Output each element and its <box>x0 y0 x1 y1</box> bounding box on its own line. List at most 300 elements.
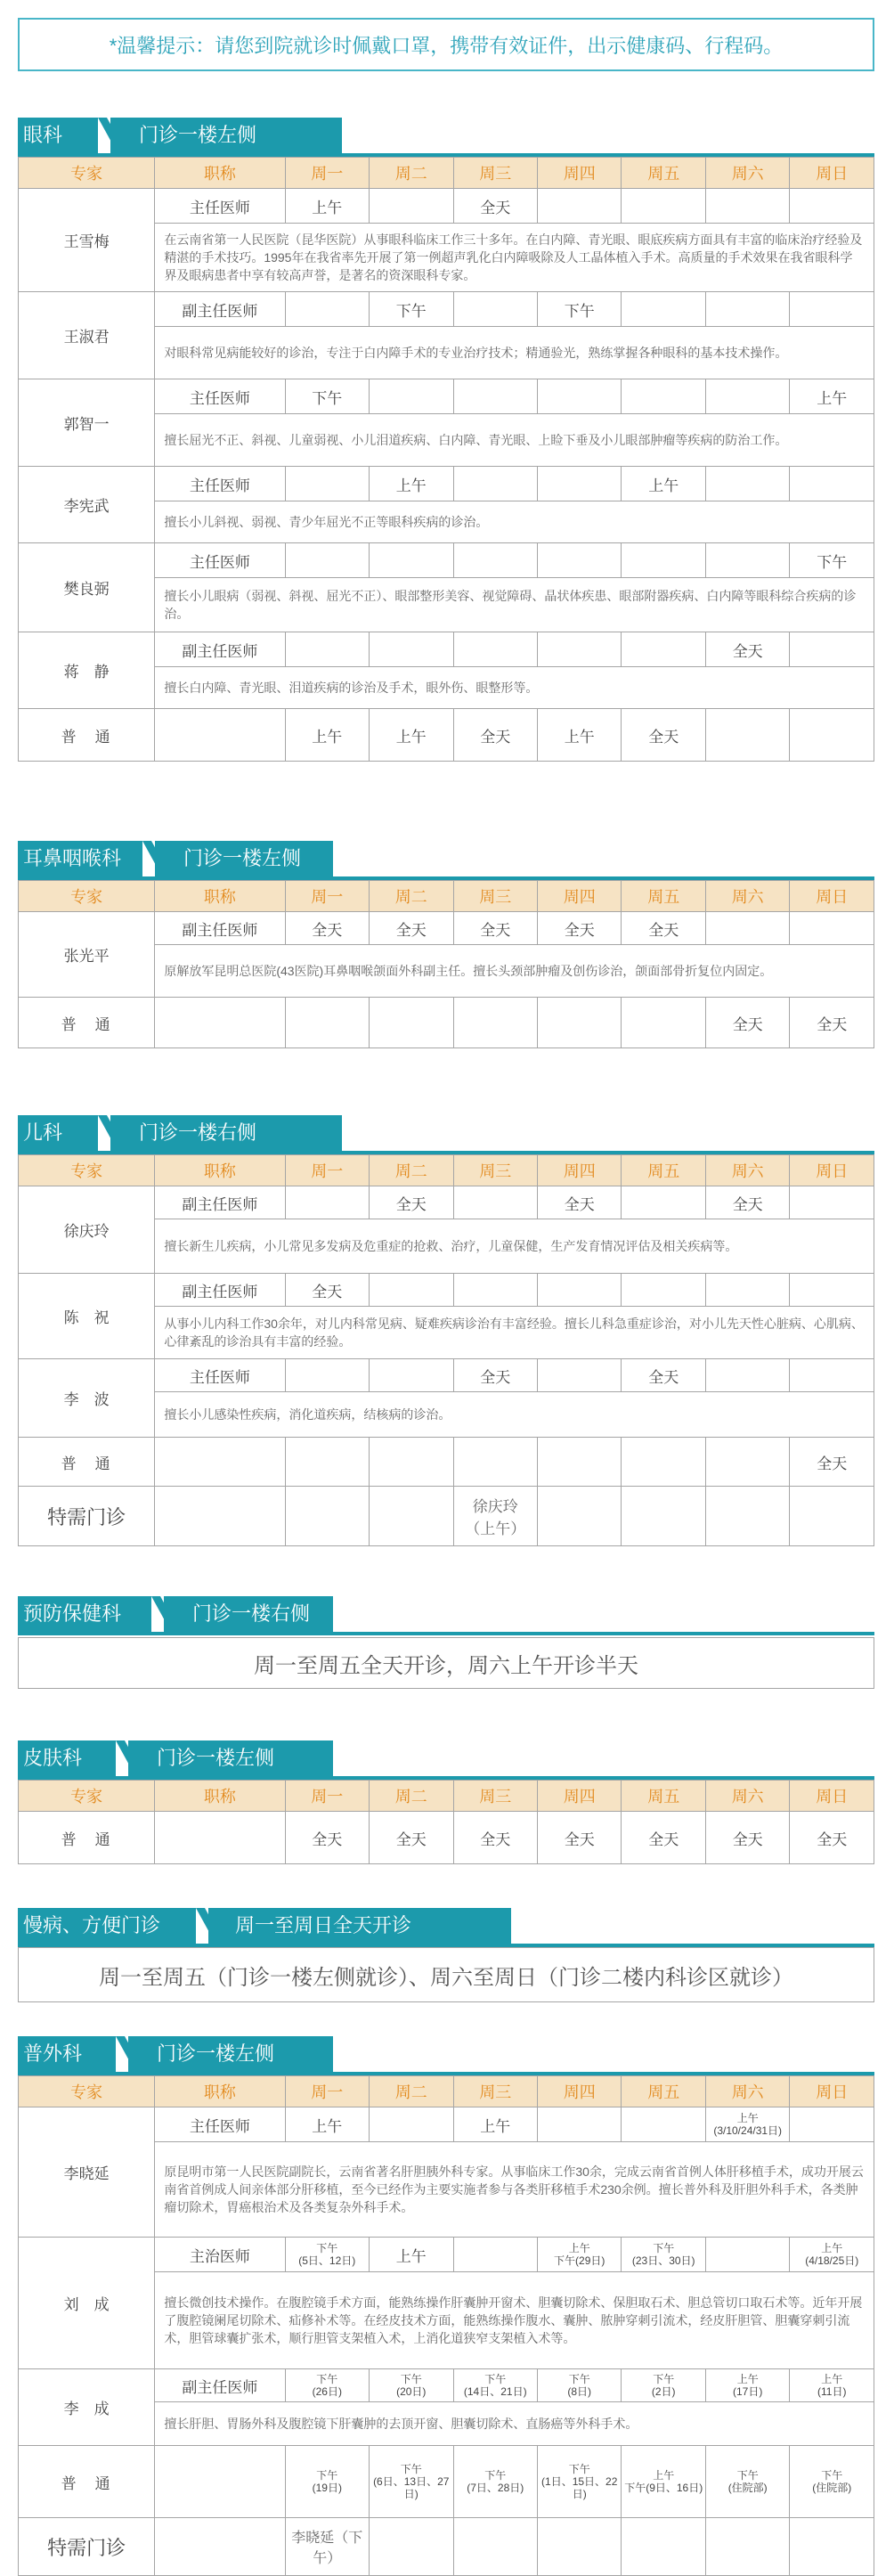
schedule-cell <box>790 292 874 327</box>
schedule-cell <box>705 543 789 578</box>
col-header: 周一 <box>285 2076 369 2107</box>
schedule-cell <box>790 1186 874 1219</box>
schedule-cell <box>285 998 369 1048</box>
col-header: 周四 <box>537 881 621 912</box>
schedule-cell <box>453 1186 537 1219</box>
general-row <box>19 709 874 762</box>
doctor-desc: 在云南省第一人民医院（昆华医院）从事眼科临床工作三十多年。在白内障、青光眼、眼底疾病方面具有丰富的临床治疗经验及精湛的手术技巧。1995年在我省率先开展了第一例超声乳化白内障吸除及人工晶体植入手术。高质量的手术效果在我省眼科学界及眼病患者中享有较高声誉，是著名的资深眼科专家。 <box>155 224 874 292</box>
schedule-cell <box>453 2369 537 2402</box>
schedule-table <box>18 1154 874 1546</box>
doctor-name: 李晓延 <box>19 2107 155 2238</box>
schedule-cell: 全天 <box>705 632 789 667</box>
schedule-table <box>18 157 874 762</box>
schedule-cell: 全天 <box>285 1812 369 1864</box>
session-dates: (7日、28日) <box>467 2482 524 2494</box>
dept-peds <box>18 1115 874 1546</box>
col-header: 周四 <box>537 1781 621 1812</box>
notice-banner <box>18 18 874 71</box>
doctor-name: 陈 祝 <box>19 1274 155 1359</box>
schedule-cell <box>705 2107 789 2142</box>
doctor-name: 蒋 静 <box>19 632 155 709</box>
dept-name: 预防保健科 <box>18 1596 151 1632</box>
schedule-cell <box>370 1274 453 1307</box>
doctor-name: 徐庆玲 <box>19 1186 155 1274</box>
col-header: 周三 <box>453 158 537 189</box>
schedule-cell <box>790 1359 874 1392</box>
schedule-cell <box>790 912 874 945</box>
schedule-cell <box>622 1186 705 1219</box>
schedule-cell: 下午 <box>285 379 369 414</box>
schedule-cell: 上午 <box>453 2107 537 2142</box>
doctor-row <box>19 2107 874 2142</box>
dept-name: 耳鼻咽喉科 <box>18 841 142 876</box>
dept-header <box>18 841 874 876</box>
session-dates: (19日) <box>312 2482 342 2494</box>
header-row <box>19 1155 874 1186</box>
schedule-cell <box>370 2107 453 2142</box>
schedule-cell <box>370 1359 453 1392</box>
col-header: 职称 <box>155 1781 285 1812</box>
schedule-cell <box>622 632 705 667</box>
dept-eye <box>18 118 874 762</box>
session-label: 下午 <box>400 2463 422 2475</box>
notice-text: *温馨提示：请您到院就诊时佩戴口罩，携带有效证件，出示健康码、行程码。 <box>109 34 784 57</box>
doctor-name: 王雪梅 <box>19 189 155 292</box>
schedule-cell <box>790 2107 874 2142</box>
schedule-cell <box>622 189 705 224</box>
col-header: 周六 <box>705 2076 789 2107</box>
dept-underline <box>18 1776 874 1780</box>
schedule-cell <box>622 379 705 414</box>
dept-location: 门诊一楼左侧 <box>110 118 342 153</box>
schedule-cell: 上午 <box>285 709 369 762</box>
doctor-title: 主任医师 <box>155 467 285 501</box>
schedule-cell: 全天 <box>370 912 453 945</box>
doctor-name: 张光平 <box>19 912 155 998</box>
doctor-row <box>19 543 874 578</box>
schedule-cell <box>705 292 789 327</box>
session-dates: (8日) <box>567 2385 592 2398</box>
schedule-cell <box>370 543 453 578</box>
dept-header <box>18 1740 874 1776</box>
dept-ent <box>18 841 874 1048</box>
schedule-cell <box>453 292 537 327</box>
general-label: 普 通 <box>19 998 155 1048</box>
schedule-cell <box>537 1274 621 1307</box>
doctor-row <box>19 1274 874 1307</box>
schedule-cell <box>453 379 537 414</box>
prev-hours: 周一至周五全天开诊，周六上午开诊半天 <box>18 1637 874 1689</box>
session-dates: (3/10/24/31日) <box>713 2124 783 2137</box>
dept-name: 皮肤科 <box>18 1740 116 1776</box>
dept-name: 普外科 <box>18 2036 116 2072</box>
dept-header <box>18 118 874 153</box>
doctor-row <box>19 1186 874 1219</box>
schedule-cell <box>622 1438 705 1487</box>
session-label: 下午 <box>400 2373 422 2385</box>
general-row <box>19 1438 874 1487</box>
schedule-cell <box>622 543 705 578</box>
schedule-cell <box>285 632 369 667</box>
schedule-cell <box>370 1438 453 1487</box>
schedule-cell: 上午 <box>370 709 453 762</box>
schedule-cell <box>285 543 369 578</box>
col-header: 周二 <box>370 158 453 189</box>
schedule-cell <box>537 189 621 224</box>
vip-label: 特需门诊 <box>19 1487 155 1546</box>
doctor-row <box>19 292 874 327</box>
schedule-cell <box>453 2238 537 2272</box>
dept-chronic <box>18 1908 874 1944</box>
col-header: 周六 <box>705 1781 789 1812</box>
schedule-cell <box>537 2446 621 2518</box>
doctor-desc: 对眼科常见病能较好的诊治，专注于白内障手术的专业治疗技术；精通验光，熟练掌握各种眼科的基本技术操作。 <box>155 327 874 379</box>
header-row <box>19 1781 874 1812</box>
session-label: 上午 <box>821 2242 843 2254</box>
schedule-cell: 全天 <box>453 709 537 762</box>
doctor-name: 樊良弼 <box>19 543 155 632</box>
col-header: 周日 <box>790 1781 874 1812</box>
col-header: 周五 <box>622 1781 705 1812</box>
col-header: 职称 <box>155 1155 285 1186</box>
doctor-name: 刘 成 <box>19 2238 155 2369</box>
schedule-cell <box>790 709 874 762</box>
schedule-cell: 上午 <box>537 709 621 762</box>
col-header: 职称 <box>155 158 285 189</box>
schedule-cell: 上午 <box>622 467 705 501</box>
schedule-cell: 全天 <box>537 1812 621 1864</box>
col-header: 周五 <box>622 1155 705 1186</box>
schedule-cell <box>705 2238 789 2272</box>
doctor-row <box>19 467 874 501</box>
session-label: 下午 <box>484 2373 507 2385</box>
session-dates: (20日) <box>396 2385 427 2398</box>
doctor-desc: 擅长微创技术操作。在腹腔镜手术方面，能熟练操作肝囊肿开窗术、胆囊切除术、保胆取石术、胆总管切口取石术等。近年开展了腹腔镜阑尾切除术、疝修补术等。在经皮技术方面，能熟练操作腹水、囊肿、脓肿穿刺引流术，经皮肝胆管、胆囊穿刺引流术，胆管球囊扩张术，顺行胆管支架植入术，上消化道狭窄支架植入术等。 <box>155 2272 874 2369</box>
session-label: 下午 <box>316 2469 338 2482</box>
schedule-cell <box>537 2369 621 2402</box>
schedule-cell <box>790 2238 874 2272</box>
session-label: 上午 <box>568 2242 590 2254</box>
session-dates: (4/18/25日) <box>805 2254 859 2267</box>
col-header: 周日 <box>790 881 874 912</box>
dept-underline <box>18 1151 874 1154</box>
col-header: 职称 <box>155 2076 285 2107</box>
schedule-cell: 下午 <box>790 543 874 578</box>
schedule-cell <box>285 292 369 327</box>
schedule-cell <box>790 1274 874 1307</box>
doctor-desc: 擅长白内障、青光眼、泪道疾病的诊治及手术，眼外伤、眼整形等。 <box>155 667 874 709</box>
header-row <box>19 158 874 189</box>
schedule-cell <box>622 292 705 327</box>
general-row <box>19 2446 874 2518</box>
dept-underline <box>18 876 874 880</box>
schedule-table <box>18 880 874 1048</box>
schedule-cell <box>622 2369 705 2402</box>
col-header: 周六 <box>705 881 789 912</box>
vip-doctor: 李晓延（下午） <box>285 2518 369 2576</box>
session-label: 上午 <box>821 2373 843 2385</box>
schedule-cell <box>453 632 537 667</box>
col-header: 周五 <box>622 158 705 189</box>
schedule-cell <box>285 2369 369 2402</box>
session-dates: (住院部) <box>727 2482 768 2494</box>
dept-location: 门诊一楼左侧 <box>128 2036 333 2072</box>
general-label: 普 通 <box>19 1438 155 1487</box>
col-header: 专家 <box>19 158 155 189</box>
session-label: 上午 <box>653 2469 675 2482</box>
schedule-cell: 下午 <box>537 292 621 327</box>
col-header: 周五 <box>622 881 705 912</box>
schedule-cell <box>537 379 621 414</box>
schedule-table <box>18 2075 874 2576</box>
doctor-row <box>19 379 874 414</box>
schedule-cell <box>370 379 453 414</box>
session-dates: (14日、21日) <box>463 2385 527 2398</box>
schedule-cell <box>453 998 537 1048</box>
schedule-cell <box>705 189 789 224</box>
schedule-cell <box>790 189 874 224</box>
session-label: 下午 <box>736 2469 759 2482</box>
schedule-cell <box>790 2446 874 2518</box>
doctor-title: 副主任医师 <box>155 1274 285 1307</box>
schedule-cell <box>370 632 453 667</box>
schedule-cell <box>705 1274 789 1307</box>
schedule-cell: 上午 <box>370 467 453 501</box>
schedule-cell: 下午 <box>370 292 453 327</box>
doctor-title: 主任医师 <box>155 2107 285 2142</box>
dept-header <box>18 1596 874 1632</box>
schedule-cell <box>537 543 621 578</box>
doctor-title: 主任医师 <box>155 189 285 224</box>
schedule-cell: 全天 <box>622 709 705 762</box>
schedule-cell <box>622 2107 705 2142</box>
dept-location: 门诊一楼左侧 <box>155 841 333 876</box>
col-header: 周二 <box>370 1781 453 1812</box>
col-header: 周日 <box>790 1155 874 1186</box>
schedule-cell <box>453 467 537 501</box>
col-header: 周三 <box>453 1781 537 1812</box>
doctor-title: 副主任医师 <box>155 632 285 667</box>
doctor-row <box>19 632 874 667</box>
dept-location: 门诊一楼左侧 <box>128 1740 333 1776</box>
doctor-row <box>19 912 874 945</box>
schedule-cell <box>537 2238 621 2272</box>
session-dates: 下午(9日、16日) <box>624 2482 703 2494</box>
doctor-desc: 从事小儿内科工作30余年，对儿内科常见病、疑难疾病诊治有丰富经验。擅长儿科急重症诊治，对小儿先天性心脏病、心肌病、心律紊乱的诊治具有丰富的经验。 <box>155 1307 874 1359</box>
schedule-cell: 全天 <box>453 1812 537 1864</box>
col-header: 周四 <box>537 158 621 189</box>
vip-label: 特需门诊 <box>19 2518 155 2576</box>
doctor-title: 主任医师 <box>155 379 285 414</box>
schedule-cell <box>285 2446 369 2518</box>
col-header: 专家 <box>19 2076 155 2107</box>
schedule-cell: 上午 <box>285 2107 369 2142</box>
session-label: 下午 <box>821 2469 843 2482</box>
schedule-cell: 全天 <box>790 998 874 1048</box>
session-label: 下午 <box>484 2469 507 2482</box>
dept-header <box>18 2036 874 2072</box>
schedule-cell <box>705 467 789 501</box>
schedule-cell <box>705 2446 789 2518</box>
schedule-cell <box>370 189 453 224</box>
schedule-cell <box>622 2238 705 2272</box>
doctor-title: 主任医师 <box>155 543 285 578</box>
schedule-cell <box>453 2446 537 2518</box>
session-label: 下午 <box>316 2373 338 2385</box>
dept-name: 慢病、方便门诊 <box>18 1908 196 1944</box>
col-header: 周六 <box>705 158 789 189</box>
session-dates: (6日、13日、27日) <box>373 2475 450 2500</box>
col-header: 周三 <box>453 1155 537 1186</box>
schedule-cell <box>705 912 789 945</box>
schedule-cell <box>285 467 369 501</box>
schedule-cell <box>370 2369 453 2402</box>
doctor-desc: 擅长小儿感染性疾病，消化道疾病，结核病的诊治。 <box>155 1392 874 1438</box>
dept-header <box>18 1115 874 1151</box>
doctor-name: 李宪武 <box>19 467 155 543</box>
schedule-cell <box>155 1438 285 1487</box>
doctor-title: 副主任医师 <box>155 2369 285 2402</box>
schedule-cell <box>537 1438 621 1487</box>
doctor-row <box>19 1359 874 1392</box>
schedule-cell: 全天 <box>622 1359 705 1392</box>
general-label: 普 通 <box>19 2446 155 2518</box>
dept-derm <box>18 1740 874 1864</box>
schedule-cell <box>537 998 621 1048</box>
header-row <box>19 2076 874 2107</box>
session-label: 下午 <box>568 2373 590 2385</box>
dept-underline <box>18 2072 874 2075</box>
col-header: 专家 <box>19 1781 155 1812</box>
col-header: 周一 <box>285 1155 369 1186</box>
session-label: 下午 <box>653 2242 675 2254</box>
col-header: 周五 <box>622 2076 705 2107</box>
schedule-cell <box>622 2446 705 2518</box>
schedule-cell <box>537 2107 621 2142</box>
schedule-cell <box>285 2238 369 2272</box>
doctor-desc: 擅长肝胆、胃肠外科及腹腔镜下肝囊肿的去顶开窗、胆囊切除术、直肠癌等外科手术。 <box>155 2402 874 2446</box>
schedule-cell: 上午 <box>285 189 369 224</box>
general-row <box>19 998 874 1048</box>
session-dates: (1日、15日、22日) <box>541 2475 618 2500</box>
dept-prev <box>18 1596 874 1632</box>
dept-location: 周一至周日全天开诊 <box>208 1908 511 1944</box>
schedule-cell <box>285 1438 369 1487</box>
doctor-title: 主治医师 <box>155 2238 285 2272</box>
schedule-cell: 上午 <box>790 379 874 414</box>
chronic-hours: 周一至周五（门诊一楼左侧就诊）、周六至周日（门诊二楼内科诊区就诊） <box>18 1947 874 2002</box>
col-header: 周二 <box>370 881 453 912</box>
schedule-cell <box>285 1186 369 1219</box>
col-header: 周一 <box>285 881 369 912</box>
schedule-cell <box>453 543 537 578</box>
schedule-cell: 全天 <box>285 1274 369 1307</box>
doctor-row <box>19 2238 874 2272</box>
schedule-cell: 全天 <box>285 912 369 945</box>
vip-row <box>19 1487 874 1546</box>
col-header: 周三 <box>453 2076 537 2107</box>
session-label: 下午 <box>653 2373 675 2385</box>
schedule-cell: 全天 <box>453 189 537 224</box>
doctor-name: 李 波 <box>19 1359 155 1438</box>
schedule-cell <box>453 1274 537 1307</box>
dept-underline <box>18 1632 874 1635</box>
dept-location: 门诊一楼右侧 <box>164 1596 333 1632</box>
dept-location: 门诊一楼右侧 <box>110 1115 342 1151</box>
schedule-cell <box>370 998 453 1048</box>
session-label: 下午 <box>568 2463 590 2475</box>
doctor-desc: 擅长小儿眼病（弱视、斜视、屈光不正）、眼部整形美容、视觉障碍、晶状体疾患、眼部附器疾病、白内障等眼科综合疾病的诊治。 <box>155 578 874 632</box>
schedule-cell <box>537 467 621 501</box>
schedule-cell: 上午 <box>370 2238 453 2272</box>
doctor-title: 副主任医师 <box>155 292 285 327</box>
col-header: 专家 <box>19 881 155 912</box>
col-header: 专家 <box>19 1155 155 1186</box>
schedule-cell <box>155 709 285 762</box>
schedule-cell: 全天 <box>453 912 537 945</box>
schedule-cell: 全天 <box>453 1359 537 1392</box>
schedule-cell: 全天 <box>790 1438 874 1487</box>
schedule-cell <box>155 1812 285 1864</box>
doctor-name: 王淑君 <box>19 292 155 379</box>
doctor-name: 郭智一 <box>19 379 155 467</box>
session-label: 上午 <box>736 2112 759 2124</box>
schedule-cell: 全天 <box>705 1186 789 1219</box>
col-header: 周六 <box>705 1155 789 1186</box>
col-header: 周一 <box>285 1781 369 1812</box>
schedule-cell <box>453 1438 537 1487</box>
dept-header <box>18 1908 874 1944</box>
doctor-desc: 擅长新生儿疾病，小儿常见多发病及危重症的抢救、治疗，儿童保健，生产发育情况评估及相关疾病等。 <box>155 1219 874 1274</box>
doctor-desc: 擅长屈光不正、斜视、儿童弱视、小儿泪道疾病、白内障、青光眼、上睑下垂及小儿眼部肿瘤等疾病的防治工作。 <box>155 414 874 467</box>
general-label: 普 通 <box>19 1812 155 1864</box>
doctor-name: 李 成 <box>19 2369 155 2446</box>
doctor-title: 主任医师 <box>155 1359 285 1392</box>
schedule-cell <box>622 1274 705 1307</box>
schedule-cell <box>790 467 874 501</box>
schedule-cell: 全天 <box>622 912 705 945</box>
doctor-row <box>19 2369 874 2402</box>
doctor-desc: 擅长小儿斜视、弱视、青少年屈光不正等眼科疾病的诊治。 <box>155 501 874 543</box>
col-header: 周四 <box>537 1155 621 1186</box>
session-dates: (2日) <box>651 2385 676 2398</box>
schedule-cell <box>790 632 874 667</box>
vip-doctor: 徐庆玲（上午） <box>453 1487 537 1546</box>
session-label: 上午 <box>736 2373 759 2385</box>
schedule-cell: 全天 <box>370 1812 453 1864</box>
col-header: 周三 <box>453 881 537 912</box>
schedule-cell: 全天 <box>537 912 621 945</box>
session-dates: (26日) <box>312 2385 342 2398</box>
schedule-cell <box>537 1359 621 1392</box>
schedule-cell <box>705 1359 789 1392</box>
doctor-title: 副主任医师 <box>155 1186 285 1219</box>
schedule-cell <box>790 2369 874 2402</box>
schedule-cell <box>705 709 789 762</box>
session-dates: (23日、30日) <box>631 2254 695 2267</box>
col-header: 职称 <box>155 881 285 912</box>
col-header: 周二 <box>370 2076 453 2107</box>
doctor-desc: 原昆明市第一人民医院副院长，云南省著名肝胆胰外科专家。从事临床工作30余，完成云南省首例人体肝移植手术，成功开展云南省首例成人间亲体部分肝移植，至今已经作为主要实施者参与各类肝移植手术230余例。擅长普外科及肝胆外科手术，各类肿瘤切除术，胃癌根治术及各类复杂外科手术。 <box>155 2142 874 2238</box>
col-header: 周二 <box>370 1155 453 1186</box>
schedule-cell <box>622 998 705 1048</box>
col-header: 周一 <box>285 158 369 189</box>
schedule-cell <box>370 2446 453 2518</box>
schedule-cell <box>705 2369 789 2402</box>
session-dates: (住院部) <box>812 2482 852 2494</box>
schedule-cell: 全天 <box>705 1812 789 1864</box>
schedule-cell: 全天 <box>370 1186 453 1219</box>
